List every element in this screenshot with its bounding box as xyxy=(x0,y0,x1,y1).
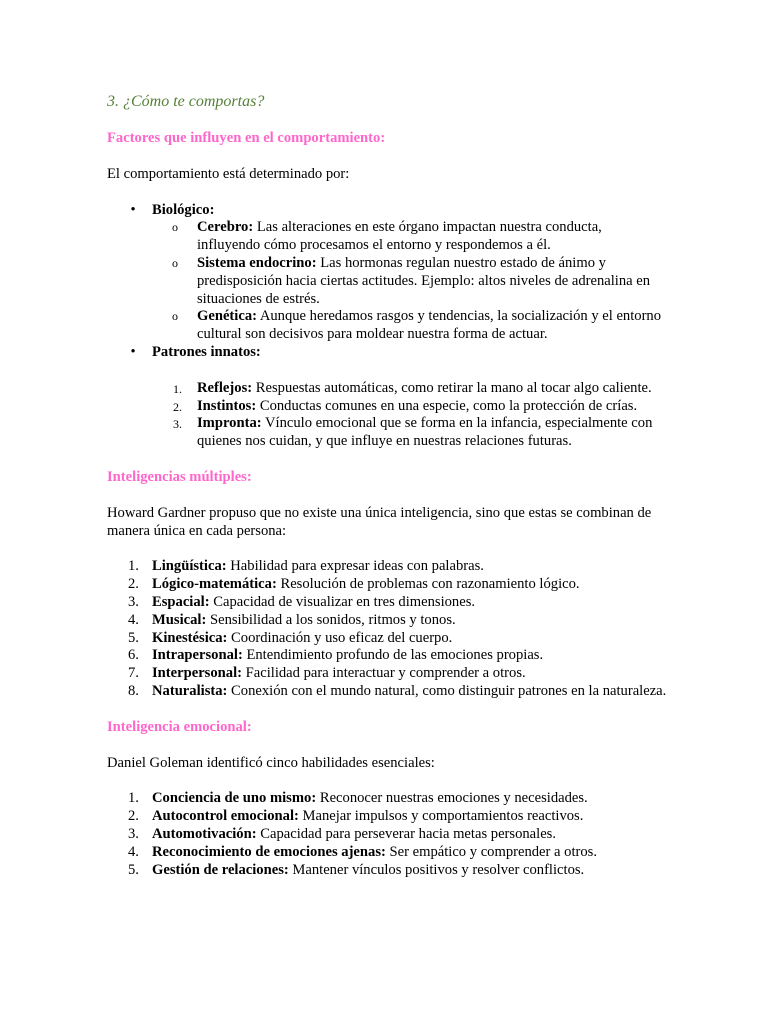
list-number: 2. xyxy=(173,399,182,414)
list-item xyxy=(107,630,667,648)
list-item xyxy=(107,683,667,701)
item-text: Resolución de problemas con razonamiento lógico. xyxy=(276,576,580,593)
list-number: 5. xyxy=(128,861,139,878)
bullet-icon: • xyxy=(130,343,136,360)
item-term: Naturalista: xyxy=(152,682,228,699)
item-term: Cerebro: xyxy=(197,219,254,236)
factores-list xyxy=(107,202,667,362)
list-item-reflejos xyxy=(107,380,667,398)
item-term: Musical: xyxy=(152,611,207,628)
item-text: Aunque heredamos rasgos y tendencias, la socialización y el entorno cultural son decisivos para moldear nuestra forma de actuar. xyxy=(197,308,662,343)
item-text: Respuestas automáticas, como retirar la mano al tocar algo caliente. xyxy=(252,379,652,396)
circle-bullet-icon: o xyxy=(172,309,178,324)
item-text: Manejar impulsos y comportamientos reactivos. xyxy=(298,808,584,825)
list-number: 1. xyxy=(128,790,139,807)
list-number: 3. xyxy=(128,825,139,842)
item-term: Sistema endocrino: xyxy=(197,254,317,271)
item-text: Entendimiento profundo de las emociones propias. xyxy=(242,647,544,664)
item-term: Intrapersonal: xyxy=(152,647,243,664)
item-text: Reconocer nuestras emociones y necesidades. xyxy=(316,790,588,807)
biologico-sublist xyxy=(152,219,667,344)
item-text: Las alteraciones en este órgano impactan nuestra conducta, influyendo cómo procesamos el entorno y respondemos a él. xyxy=(197,219,602,254)
list-item xyxy=(107,862,667,880)
item-term: Autocontrol emocional: xyxy=(152,808,299,825)
item-term: Lógico-matemática: xyxy=(152,576,277,593)
list-item xyxy=(107,558,667,576)
sub-item-cerebro xyxy=(152,219,667,255)
list-number: 3. xyxy=(173,417,182,432)
list-number: 1. xyxy=(173,381,182,396)
item-term: Genética: xyxy=(197,308,257,325)
item-text: Coordinación y uso eficaz del cuerpo. xyxy=(227,629,453,646)
circle-bullet-icon: o xyxy=(172,220,178,235)
item-text: Conductas comunes en una especie, como la protección de crías. xyxy=(256,397,638,414)
item-term: Lingüística: xyxy=(152,558,227,575)
list-item xyxy=(107,647,667,665)
item-term: Interpersonal: xyxy=(152,665,242,682)
item-text: Habilidad para expresar ideas con palabras. xyxy=(226,558,484,575)
item-term: Conciencia de uno mismo: xyxy=(152,790,317,807)
item-term: Kinestésica: xyxy=(152,629,228,646)
emocional-list xyxy=(107,790,667,879)
list-item xyxy=(107,826,667,844)
section-heading-emocional: Inteligencia emocional: xyxy=(107,718,252,735)
item-term: Gestión de relaciones: xyxy=(152,861,289,878)
item-text: Las hormonas regulan nuestro estado de ánimo y predisposición hacia ciertas actitudes. Ejemplo: altos niveles de adrenalina en situaciones de estrés. xyxy=(197,254,651,307)
bullet-item-patrones xyxy=(107,344,667,362)
list-item xyxy=(107,612,667,630)
list-item xyxy=(107,790,667,808)
inteligencias-list xyxy=(107,558,667,700)
bullet-item-biologico xyxy=(107,202,667,344)
section-intro-factores: El comportamiento está determinado por: xyxy=(107,165,350,182)
list-number: 3. xyxy=(128,593,139,610)
list-item xyxy=(107,844,667,862)
list-number: 8. xyxy=(128,682,139,699)
list-number: 4. xyxy=(128,611,139,628)
list-number: 2. xyxy=(128,576,139,593)
list-item xyxy=(107,576,667,594)
item-text: Vínculo emocional que se forma en la infancia, especialmente con quienes nos cuidan, y que influye en nuestras relaciones futuras. xyxy=(197,415,653,450)
item-term: Automotivación: xyxy=(152,825,257,842)
list-item-impronta xyxy=(107,415,667,451)
circle-bullet-icon: o xyxy=(172,255,178,270)
item-text: Capacidad de visualizar en tres dimensiones. xyxy=(209,593,476,610)
item-text: Conexión con el mundo natural, como distinguir patrones en la naturaleza. xyxy=(227,682,667,699)
list-item xyxy=(107,665,667,683)
item-text: Facilidad para interactuar y comprender a otros. xyxy=(242,665,526,682)
item-text: Ser empático y comprender a otros. xyxy=(385,843,597,860)
section-intro-emocional: Daniel Goleman identificó cinco habilidades esenciales: xyxy=(107,754,435,771)
section-heading-factores: Factores que influyen en el comportamiento: xyxy=(107,130,386,146)
item-term: Reconocimiento de emociones ajenas: xyxy=(152,843,386,860)
item-term: Instintos: xyxy=(197,397,257,414)
page-title: 3. ¿Cómo te comportas? xyxy=(107,93,265,110)
patrones-list xyxy=(107,380,667,451)
list-number: 4. xyxy=(128,843,139,860)
section-heading-inteligencias: Inteligencias múltiples: xyxy=(107,468,252,485)
item-term: Impronta: xyxy=(197,415,262,432)
item-text: Sensibilidad a los sonidos, ritmos y tonos. xyxy=(206,611,456,628)
bullet-label: Biológico: xyxy=(152,201,215,218)
item-text: Mantener vínculos positivos y resolver conflictos. xyxy=(288,861,585,878)
list-number: 6. xyxy=(128,647,139,664)
document-content xyxy=(107,92,667,897)
list-number: 5. xyxy=(128,629,139,646)
sub-item-genetica xyxy=(152,308,667,344)
bullet-icon: • xyxy=(130,201,136,218)
list-number: 1. xyxy=(128,558,139,575)
item-term: Reflejos: xyxy=(197,379,253,396)
sub-item-endocrino xyxy=(152,255,667,308)
list-number: 7. xyxy=(128,665,139,682)
item-term: Espacial: xyxy=(152,593,210,610)
section-intro-inteligencias: Howard Gardner propuso que no existe una única inteligencia, sino que estas se combinan de manera única en cada persona: xyxy=(107,504,652,539)
list-item xyxy=(107,594,667,612)
list-item xyxy=(107,808,667,826)
bullet-label: Patrones innatos: xyxy=(152,343,261,360)
list-number: 2. xyxy=(128,808,139,825)
list-item-instintos xyxy=(107,398,667,416)
item-text: Capacidad para perseverar hacia metas personales. xyxy=(256,825,557,842)
